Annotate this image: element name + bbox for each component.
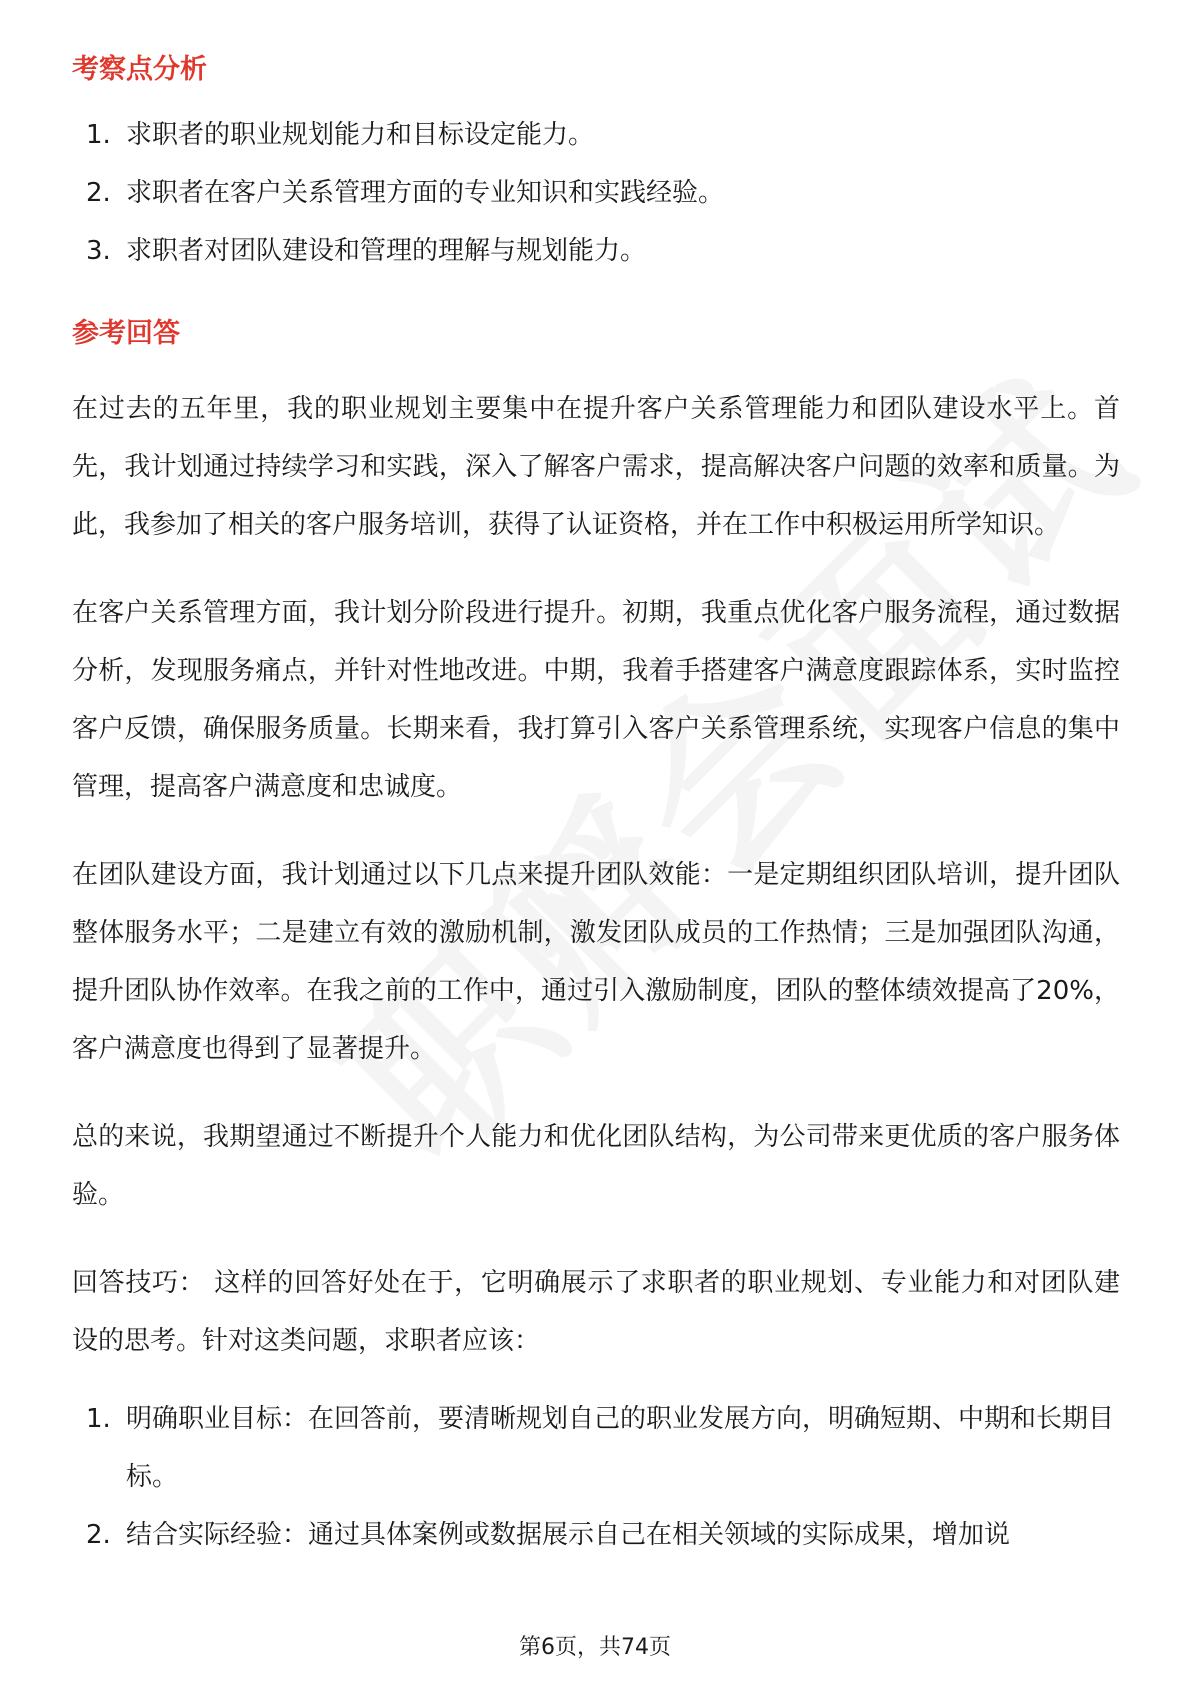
list-item bbox=[72, 106, 1120, 164]
list-text: 求职者对团队建设和管理的理解与规划能力。 bbox=[126, 236, 647, 266]
list-text: 求职者的职业规划能力和目标设定能力。 bbox=[126, 120, 595, 150]
answer-paragraph: 在客户关系管理方面，我计划分阶段进行提升。初期，我重点优化客户服务流程，通过数据分析，发现服务痛点，并针对性地改进。中期，我着手搭建客户满意度跟踪体系，实时监控客户反馈，确保服务质量。长期来看，我打算引入客户关系管理系统，实现客户信息的集中管理，提高客户满意度和忠诚度。 bbox=[72, 598, 1120, 802]
list-item bbox=[72, 1390, 1120, 1506]
list-text: 结合实际经验：通过具体案例或数据展示自己在相关领域的实际成果，增加说 bbox=[126, 1520, 1011, 1550]
answer-paragraph: 在过去的五年里，我的职业规划主要集中在提升客户关系管理能力和团队建设水平上。首先，我计划通过持续学习和实践，深入了解客户需求，提高解决客户问题的效率和质量。为此，我参加了相关的客户服务培训，获得了认证资格，并在工作中积极运用所学知识。 bbox=[72, 394, 1120, 540]
page-footer: 第6页，共74页 bbox=[519, 1635, 671, 1660]
list-text: 明确职业目标：在回答前，要清晰规划自己的职业发展方向，明确短期、中期和长期目标。 bbox=[126, 1404, 1115, 1492]
list-number: 3. bbox=[86, 236, 111, 266]
list-number: 2. bbox=[86, 178, 111, 208]
tips-list bbox=[72, 1390, 1120, 1564]
analysis-heading: 考察点分析 bbox=[72, 54, 207, 85]
list-item bbox=[72, 222, 1120, 280]
document-page bbox=[72, 40, 1120, 1564]
list-number: 2. bbox=[86, 1520, 111, 1550]
answer-paragraph: 在团队建设方面，我计划通过以下几点来提升团队效能：一是定期组织团队培训，提升团队整体服务水平；二是建立有效的激励机制，激发团队成员的工作热情；三是加强团队沟通，提升团队协作效率。在我之前的工作中，通过引入激励制度，团队的整体绩效提高了20%，客户满意度也得到了显著提升。 bbox=[72, 860, 1120, 1064]
list-number: 1. bbox=[86, 120, 111, 150]
list-item bbox=[72, 1506, 1120, 1564]
tips-paragraph: 回答技巧： 这样的回答好处在于，它明确展示了求职者的职业规划、专业能力和对团队建设的思考。针对这类问题，求职者应该： bbox=[72, 1268, 1120, 1356]
answer-heading: 参考回答 bbox=[72, 318, 180, 349]
list-item bbox=[72, 164, 1120, 222]
list-number: 1. bbox=[86, 1404, 111, 1434]
list-text: 求职者在客户关系管理方面的专业知识和实践经验。 bbox=[126, 178, 725, 208]
answer-paragraph: 总的来说，我期望通过不断提升个人能力和优化团队结构，为公司带来更优质的客户服务体验。 bbox=[72, 1122, 1120, 1210]
analysis-list bbox=[72, 106, 1120, 280]
